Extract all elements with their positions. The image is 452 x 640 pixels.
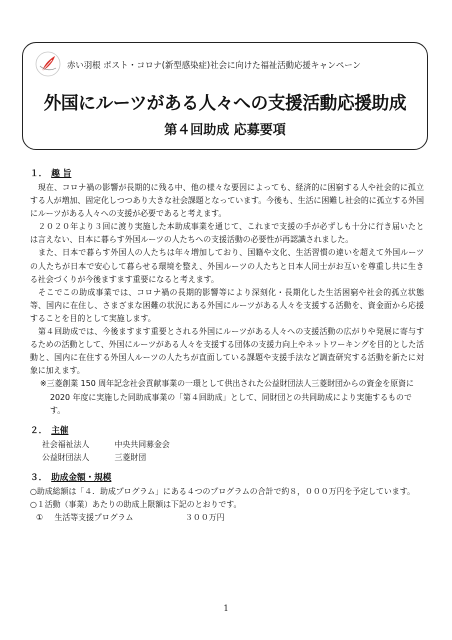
program-item (36, 511, 424, 524)
section-number: ３． (30, 472, 48, 483)
paragraph: 現在、コロナ禍の影響が長期的に残る中、他の様々な要因によっても、経済的に困窮する人や社会的に孤立する人が増加、固定化しつつあり大きな社会課題となっています。今後も、生活に困難し社会的に孤立する外国にルーツがある人々への支援が必要であると考えます。 (30, 183, 424, 219)
section-title: 趣 旨 (51, 169, 72, 179)
bullet-item: ○１活動（事業）あたりの助成上限額は下記のとおりです。 (30, 499, 242, 509)
section-title: 助成金額・規模 (51, 472, 112, 483)
campaign-name: 赤い羽根 ポスト・コロナ(新型感染症)社会に向けた福祉活動応援キャンペーン (67, 60, 361, 70)
organizer-name: 中央共同募金会 (114, 439, 170, 449)
paragraph: ２０２０年より３回に渡り実施した本助成事業を通じて、これまで支援の手が必ずしも十分に行き届いたとは言えない、日本に暮らす外国ルーツの人たちへの支援活動の必要性が再認識されました。 (30, 222, 424, 245)
program-amount: ３００万円 (185, 513, 225, 523)
organizer-item (42, 451, 424, 464)
paragraph: そこでこの助成事業では、コロナ禍の長期的影響等により深刻化・長期化した生活困窮や社会的孤立状態等、国内に在住し、さまざまな困難の状況にある外国にルーツがある人々を支援する活動を、資金面から応援することを目的として実施します。 (30, 287, 424, 323)
document-body (30, 168, 424, 524)
section-heading-grant-amount (30, 472, 424, 485)
organizer-type: 社会福祉法人 (42, 439, 90, 449)
organizer-item (42, 438, 424, 451)
section-heading-organizer (30, 425, 424, 438)
section-number: １． (30, 169, 48, 179)
paragraph: 第４回助成では、今後ますます重要とされる外国にルーツがある人々への支援活動の広がりや発展に寄与するための活動として、外国にルーツがある人々を支援する団体の支援力向上やネットワーキングを目的とした活動と、国内に在住する外国人ルーツの人たちが直面している課題や支援手法など調査研究する活動を新たに対象に加えます。 (30, 327, 424, 376)
program-name: 生活等支援プログラム (54, 513, 134, 523)
page-subtitle: 第４回助成 応募要項 (164, 123, 286, 138)
section-heading-purpose (30, 168, 424, 181)
page-title: 外国にルーツがある人々への支援活動応援助成 (43, 94, 407, 114)
organizer-type: 公益財団法人 (42, 452, 90, 462)
bullet-item: ○助成総額は「４．助成プログラム」にある４つのプログラムの合計で約８，０００万円を予定しています。 (30, 486, 415, 496)
organizer-name: 三菱財団 (114, 452, 147, 462)
red-feather-logo (35, 51, 61, 77)
page-number: 1 (223, 604, 229, 613)
footnote: ※三菱創業 150 周年記念社会貢献事業の一環として供出された公益財団法人三菱財団からの資金を原資に 2020 年度に実施した同助成事業の「第４回助成」として、同財団との共同助成により実施するものです。 (40, 379, 414, 415)
program-number: ① (36, 513, 44, 523)
header-box (22, 42, 428, 150)
section-number: ２． (30, 425, 48, 436)
section-title: 主催 (51, 425, 69, 436)
paragraph: また、日本で暮らす外国人の人たちは年々増加しており、国籍や文化、生活習慣の違いを超えて外国ルーツの人たちが日本で安心して暮らせる環境を整え、外国ルーツの人たちと日本人同士がお互いを尊重し共に生きる社会づくりが今後ますます重要になると考えます。 (30, 248, 424, 284)
